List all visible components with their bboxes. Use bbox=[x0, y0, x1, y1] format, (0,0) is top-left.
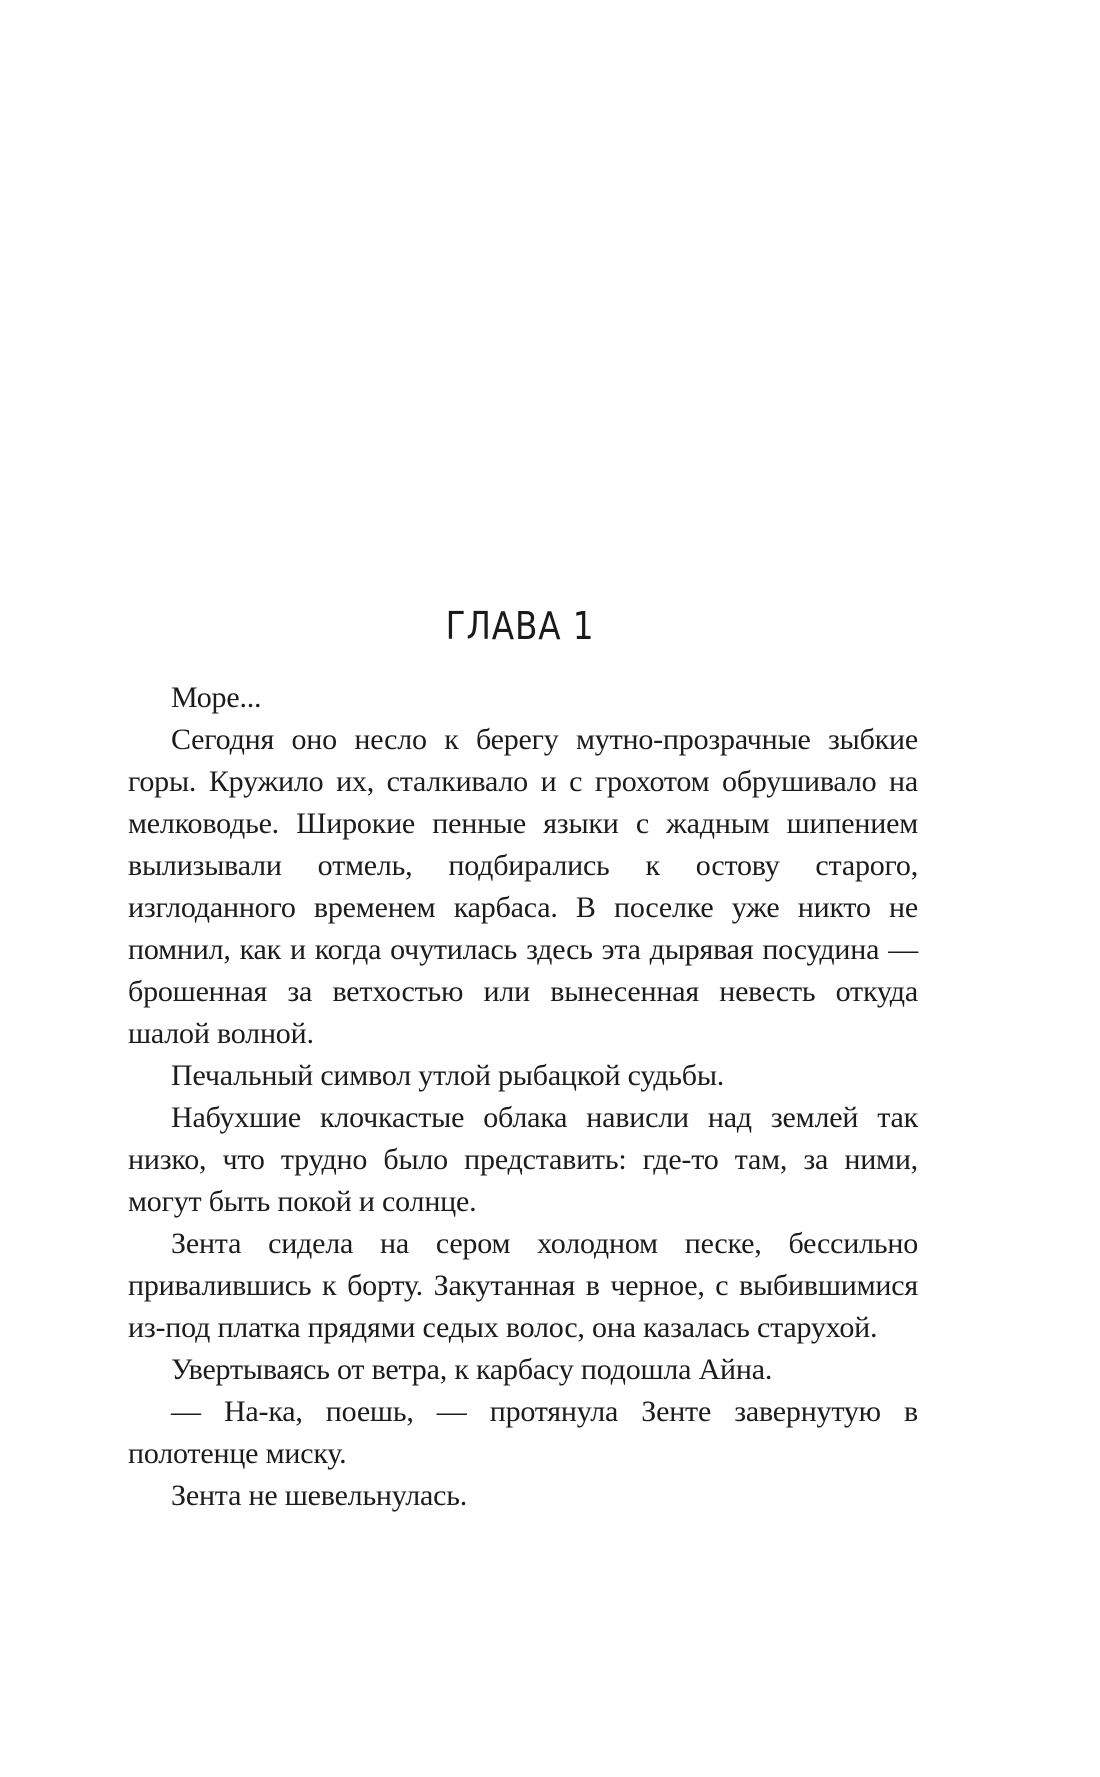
chapter-body bbox=[128, 677, 918, 1517]
paragraph: Сегодня оно несло к берегу мутно-прозрачные зыбкие горы. Кружило их, сталкивало и с грохотом обрушивало на мелководье. Широкие пенные языки с жадным шипением вылизывали отмель, подбирались к остову старого, изглоданного временем карбаса. В поселке уже никто не помнил, как и когда очутилась здесь эта дырявая посудина — брошенная за ветхостью или вынесенная невесть откуда шалой волной. bbox=[128, 723, 918, 1050]
paragraph: Набухшие клочкастые облака нависли над землей так низко, что трудно было представить: где-то там, за ними, могут быть покой и солнце. bbox=[128, 1101, 918, 1218]
paragraph: Печальный символ утлой рыбацкой судьбы. bbox=[171, 1059, 725, 1092]
paragraph: Увертываясь от ветра, к карбасу подошла Айна. bbox=[171, 1353, 773, 1386]
chapter-title: ГЛАВА 1 bbox=[445, 604, 595, 648]
paragraph: Зента сидела на сером холодном песке, бессильно привалившись к борту. Закутанная в черное, с выбившимися из-под платка прядями седых волос, она казалась старухой. bbox=[128, 1227, 918, 1344]
paragraph: Зента не шевельнулась. bbox=[171, 1479, 468, 1512]
paragraph: — На-ка, поешь, — протянула Зенте завернутую в полотенце миску. bbox=[128, 1395, 918, 1470]
paragraph: Море... bbox=[171, 681, 262, 714]
